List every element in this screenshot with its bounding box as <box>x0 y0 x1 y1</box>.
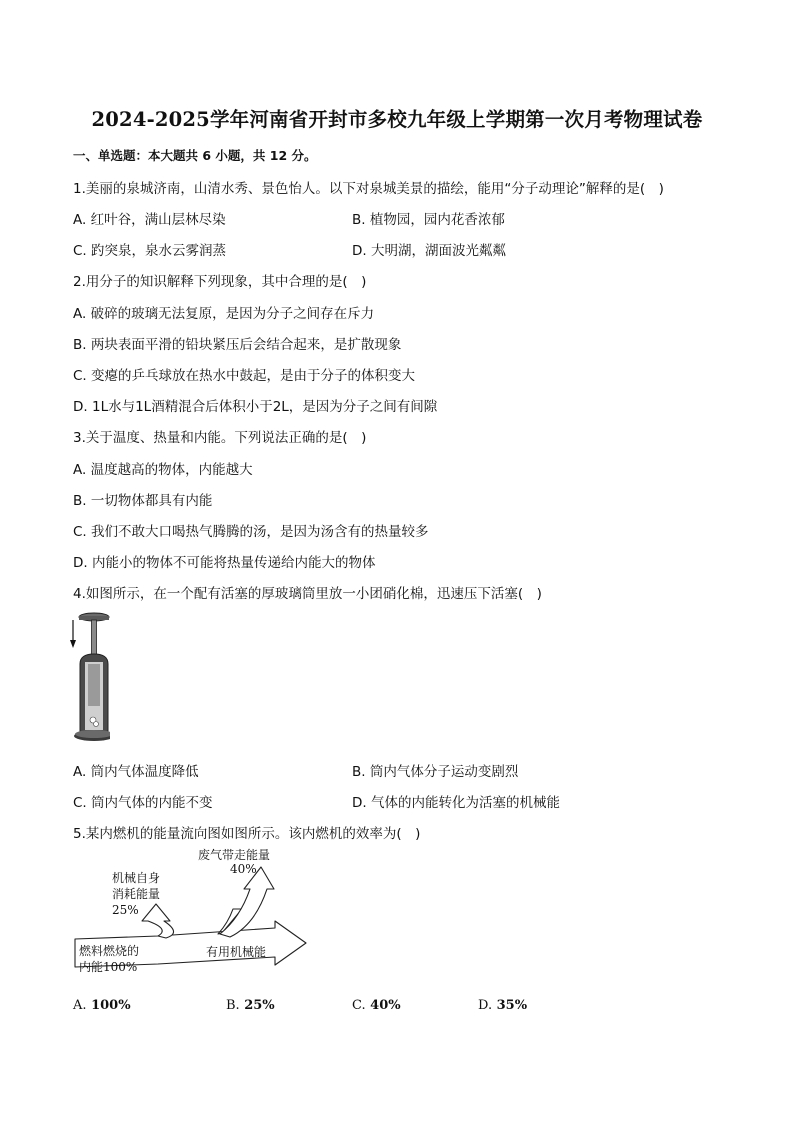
q4-option-b: B. 筒内气体分子运动变剧烈 <box>352 764 519 780</box>
mech-loss-value: 25% <box>112 903 139 917</box>
q5-option-d-value: 35% <box>496 998 528 1013</box>
q5-option-a-value: 100% <box>91 998 131 1013</box>
page-title: 2024-2025学年河南省开封市多校九年级上学期第一次月考物理试卷 <box>91 108 703 131</box>
q4-option-d: D. 气体的内能转化为活塞的机械能 <box>352 795 560 811</box>
q2-option-b: B. 两块表面平滑的铅块紧压后会结合起来，是扩散现象 <box>73 337 402 353</box>
q5-option-c <box>352 998 401 1013</box>
exhaust-label: 废气带走能量 <box>198 848 271 862</box>
q1-option-d: D. 大明湖，湖面波光粼粼 <box>352 243 506 259</box>
section-heading: 一、单选题：本大题共 6 小题，共 12 分。 <box>73 148 317 163</box>
q1-option-a: A. 红叶谷，满山层林尽染 <box>73 212 226 228</box>
q3-option-b: B. 一切物体都具有内能 <box>73 493 213 509</box>
input-line2: 内能100% <box>79 960 138 974</box>
q5-option-b <box>226 998 275 1013</box>
q3-option-d: D. 内能小的物体不可能将热量传递给内能大的物体 <box>73 555 376 571</box>
mech-loss-line2: 消耗能量 <box>112 887 161 901</box>
q2-option-a: A. 破碎的玻璃无法复原，是因为分子之间存在斥力 <box>73 306 375 322</box>
question-1-stem: 1.美丽的泉城济南，山清水秀、景色怡人。以下对泉城美景的描绘，能用“分子动理论”解释的是( ) <box>73 181 664 197</box>
q5-option-a-letter: A. <box>73 998 87 1013</box>
q2-option-d: D. 1L水与1L酒精混合后体积小于2L，是因为分子之间有间隙 <box>73 399 438 415</box>
energy-flow-diagram <box>70 843 315 983</box>
q2-option-c: C. 变瘪的乒乓球放在热水中鼓起，是由于分子的体积变大 <box>73 368 416 384</box>
question-5-stem: 5.某内燃机的能量流向图如图所示。该内燃机的效率为( ) <box>73 826 421 842</box>
useful-label: 有用机械能 <box>206 945 267 959</box>
q4-option-c: C. 筒内气体的内能不变 <box>73 795 213 811</box>
q5-option-c-letter: C. <box>352 998 366 1013</box>
question-4-stem: 4.如图所示，在一个配有活塞的厚玻璃筒里放一小团硝化棉，迅速压下活塞( ) <box>73 586 542 602</box>
question-2-stem: 2.用分子的知识解释下列现象，其中合理的是( ) <box>73 274 367 290</box>
q5-option-b-letter: B. <box>226 998 240 1013</box>
q5-option-b-value: 25% <box>244 998 275 1013</box>
q4-option-a: A. 筒内气体温度降低 <box>73 764 199 780</box>
q5-option-a <box>73 998 131 1013</box>
q3-option-a: A. 温度越高的物体，内能越大 <box>73 462 253 478</box>
piston-cylinder-figure <box>66 608 110 748</box>
exhaust-value: 40% <box>230 862 257 876</box>
input-line1: 燃料燃烧的 <box>79 944 140 958</box>
q5-option-d <box>478 998 527 1013</box>
q5-option-d-letter: D. <box>478 998 493 1013</box>
mech-loss-line1: 机械自身 <box>112 871 161 885</box>
q1-option-c: C. 趵突泉，泉水云雾润蒸 <box>73 243 227 259</box>
q1-option-b: B. 植物园，园内花香浓郁 <box>352 212 505 228</box>
q3-option-c: C. 我们不敢大口喝热气腾腾的汤，是因为汤含有的热量较多 <box>73 524 429 540</box>
question-3-stem: 3.关于温度、热量和内能。下列说法正确的是( ) <box>73 430 367 446</box>
q5-option-c-value: 40% <box>370 998 401 1013</box>
